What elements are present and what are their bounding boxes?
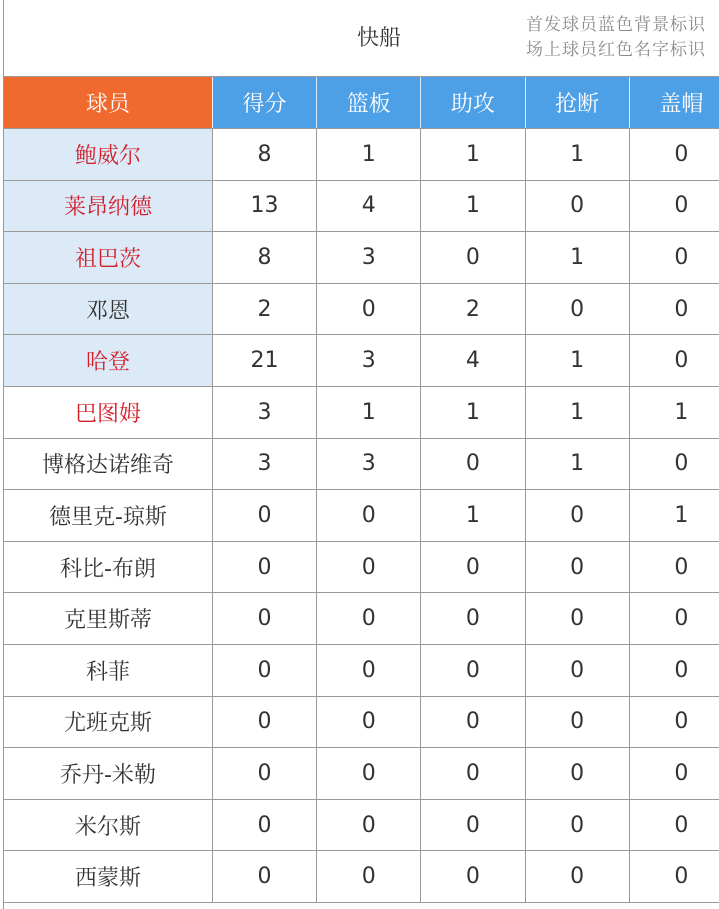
stat-points: 2	[212, 283, 316, 335]
player-name: 鲍威尔	[4, 129, 212, 181]
stat-blocks: 0	[629, 180, 719, 232]
player-name: 博格达诺维奇	[4, 438, 212, 490]
table-row	[4, 180, 719, 232]
stat-assists: 0	[421, 748, 525, 800]
stat-points: 0	[212, 851, 316, 903]
table-row	[4, 541, 719, 593]
stat-blocks: 0	[629, 851, 719, 903]
stat-assists: 0	[421, 696, 525, 748]
player-name: 邓恩	[4, 283, 212, 335]
table-row	[4, 748, 719, 800]
player-name: 科比-布朗	[4, 541, 212, 593]
stat-assists: 1	[421, 386, 525, 438]
stat-steals: 0	[525, 799, 629, 851]
stat-blocks: 0	[629, 283, 719, 335]
table-row	[4, 696, 719, 748]
stat-blocks: 0	[629, 438, 719, 490]
player-stats-table	[4, 77, 719, 903]
column-header-points: 得分	[212, 77, 316, 129]
table-body	[4, 129, 719, 903]
stat-points: 3	[212, 438, 316, 490]
table-row	[4, 232, 719, 284]
stat-points: 8	[212, 232, 316, 284]
player-name: 尤班克斯	[4, 696, 212, 748]
stat-assists: 0	[421, 644, 525, 696]
legend-oncourt-note: 场上球员红色名字标识	[526, 40, 706, 60]
table-row	[4, 129, 719, 181]
column-header-steals: 抢断	[525, 77, 629, 129]
stat-assists: 0	[421, 541, 525, 593]
stat-blocks: 0	[629, 799, 719, 851]
stat-assists: 0	[421, 232, 525, 284]
stat-blocks: 1	[629, 490, 719, 542]
player-name: 西蒙斯	[4, 851, 212, 903]
team-name: 快船	[356, 26, 401, 51]
table-row	[4, 335, 719, 387]
table-header-row	[4, 77, 719, 129]
player-name: 巴图姆	[4, 386, 212, 438]
legend-starter-note: 首发球员蓝色背景标识	[526, 15, 706, 35]
stat-blocks: 0	[629, 335, 719, 387]
table-row	[4, 283, 719, 335]
stat-rebounds: 0	[317, 696, 421, 748]
title-row	[4, 0, 719, 77]
column-header-player: 球员	[4, 77, 212, 129]
table-row	[4, 644, 719, 696]
stat-steals: 1	[525, 438, 629, 490]
player-name: 祖巴茨	[4, 232, 212, 284]
table-row	[4, 593, 719, 645]
stat-rebounds: 3	[317, 335, 421, 387]
player-name: 乔丹-米勒	[4, 748, 212, 800]
stat-rebounds: 0	[317, 851, 421, 903]
stat-steals: 0	[525, 541, 629, 593]
stat-steals: 0	[525, 593, 629, 645]
legend-note	[526, 13, 706, 63]
stat-steals: 0	[525, 490, 629, 542]
stat-points: 21	[212, 335, 316, 387]
stat-steals: 0	[525, 696, 629, 748]
stat-blocks: 0	[629, 593, 719, 645]
stat-rebounds: 3	[317, 232, 421, 284]
stat-points: 3	[212, 386, 316, 438]
stat-steals: 1	[525, 232, 629, 284]
stat-points: 0	[212, 696, 316, 748]
stat-points: 0	[212, 644, 316, 696]
stat-assists: 0	[421, 851, 525, 903]
column-header-assists: 助攻	[421, 77, 525, 129]
stat-blocks: 0	[629, 541, 719, 593]
stat-assists: 1	[421, 180, 525, 232]
player-name: 莱昂纳德	[4, 180, 212, 232]
stat-points: 13	[212, 180, 316, 232]
stat-assists: 2	[421, 283, 525, 335]
stat-rebounds: 0	[317, 644, 421, 696]
stat-blocks: 0	[629, 644, 719, 696]
stat-steals: 1	[525, 129, 629, 181]
player-name: 克里斯蒂	[4, 593, 212, 645]
stat-assists: 0	[421, 438, 525, 490]
stat-assists: 0	[421, 593, 525, 645]
player-name: 德里克-琼斯	[4, 490, 212, 542]
stat-steals: 1	[525, 335, 629, 387]
stat-steals: 0	[525, 851, 629, 903]
stat-points: 0	[212, 541, 316, 593]
boxscore-panel	[3, 0, 719, 909]
table-row	[4, 438, 719, 490]
stat-points: 0	[212, 490, 316, 542]
stat-rebounds: 1	[317, 386, 421, 438]
stat-blocks: 0	[629, 232, 719, 284]
stat-points: 0	[212, 593, 316, 645]
column-header-rebounds: 篮板	[317, 77, 421, 129]
stat-steals: 1	[525, 386, 629, 438]
stat-rebounds: 0	[317, 490, 421, 542]
stat-rebounds: 3	[317, 438, 421, 490]
stat-points: 8	[212, 129, 316, 181]
stat-assists: 0	[421, 799, 525, 851]
stat-rebounds: 0	[317, 283, 421, 335]
stat-points: 0	[212, 748, 316, 800]
stat-blocks: 0	[629, 748, 719, 800]
stat-steals: 0	[525, 283, 629, 335]
column-header-blocks: 盖帽	[629, 77, 719, 129]
stat-rebounds: 0	[317, 541, 421, 593]
table-row	[4, 799, 719, 851]
stat-blocks: 1	[629, 386, 719, 438]
stat-steals: 0	[525, 180, 629, 232]
table-row	[4, 490, 719, 542]
stat-steals: 0	[525, 644, 629, 696]
stat-rebounds: 0	[317, 799, 421, 851]
table-row	[4, 386, 719, 438]
player-name: 米尔斯	[4, 799, 212, 851]
stat-rebounds: 0	[317, 748, 421, 800]
player-name: 科菲	[4, 644, 212, 696]
player-name: 哈登	[4, 335, 212, 387]
stat-blocks: 0	[629, 129, 719, 181]
table-row	[4, 851, 719, 903]
stat-assists: 1	[421, 490, 525, 542]
stat-rebounds: 1	[317, 129, 421, 181]
stat-points: 0	[212, 799, 316, 851]
stat-blocks: 0	[629, 696, 719, 748]
stat-steals: 0	[525, 748, 629, 800]
stat-rebounds: 0	[317, 593, 421, 645]
stat-rebounds: 4	[317, 180, 421, 232]
stat-assists: 1	[421, 129, 525, 181]
stat-assists: 4	[421, 335, 525, 387]
